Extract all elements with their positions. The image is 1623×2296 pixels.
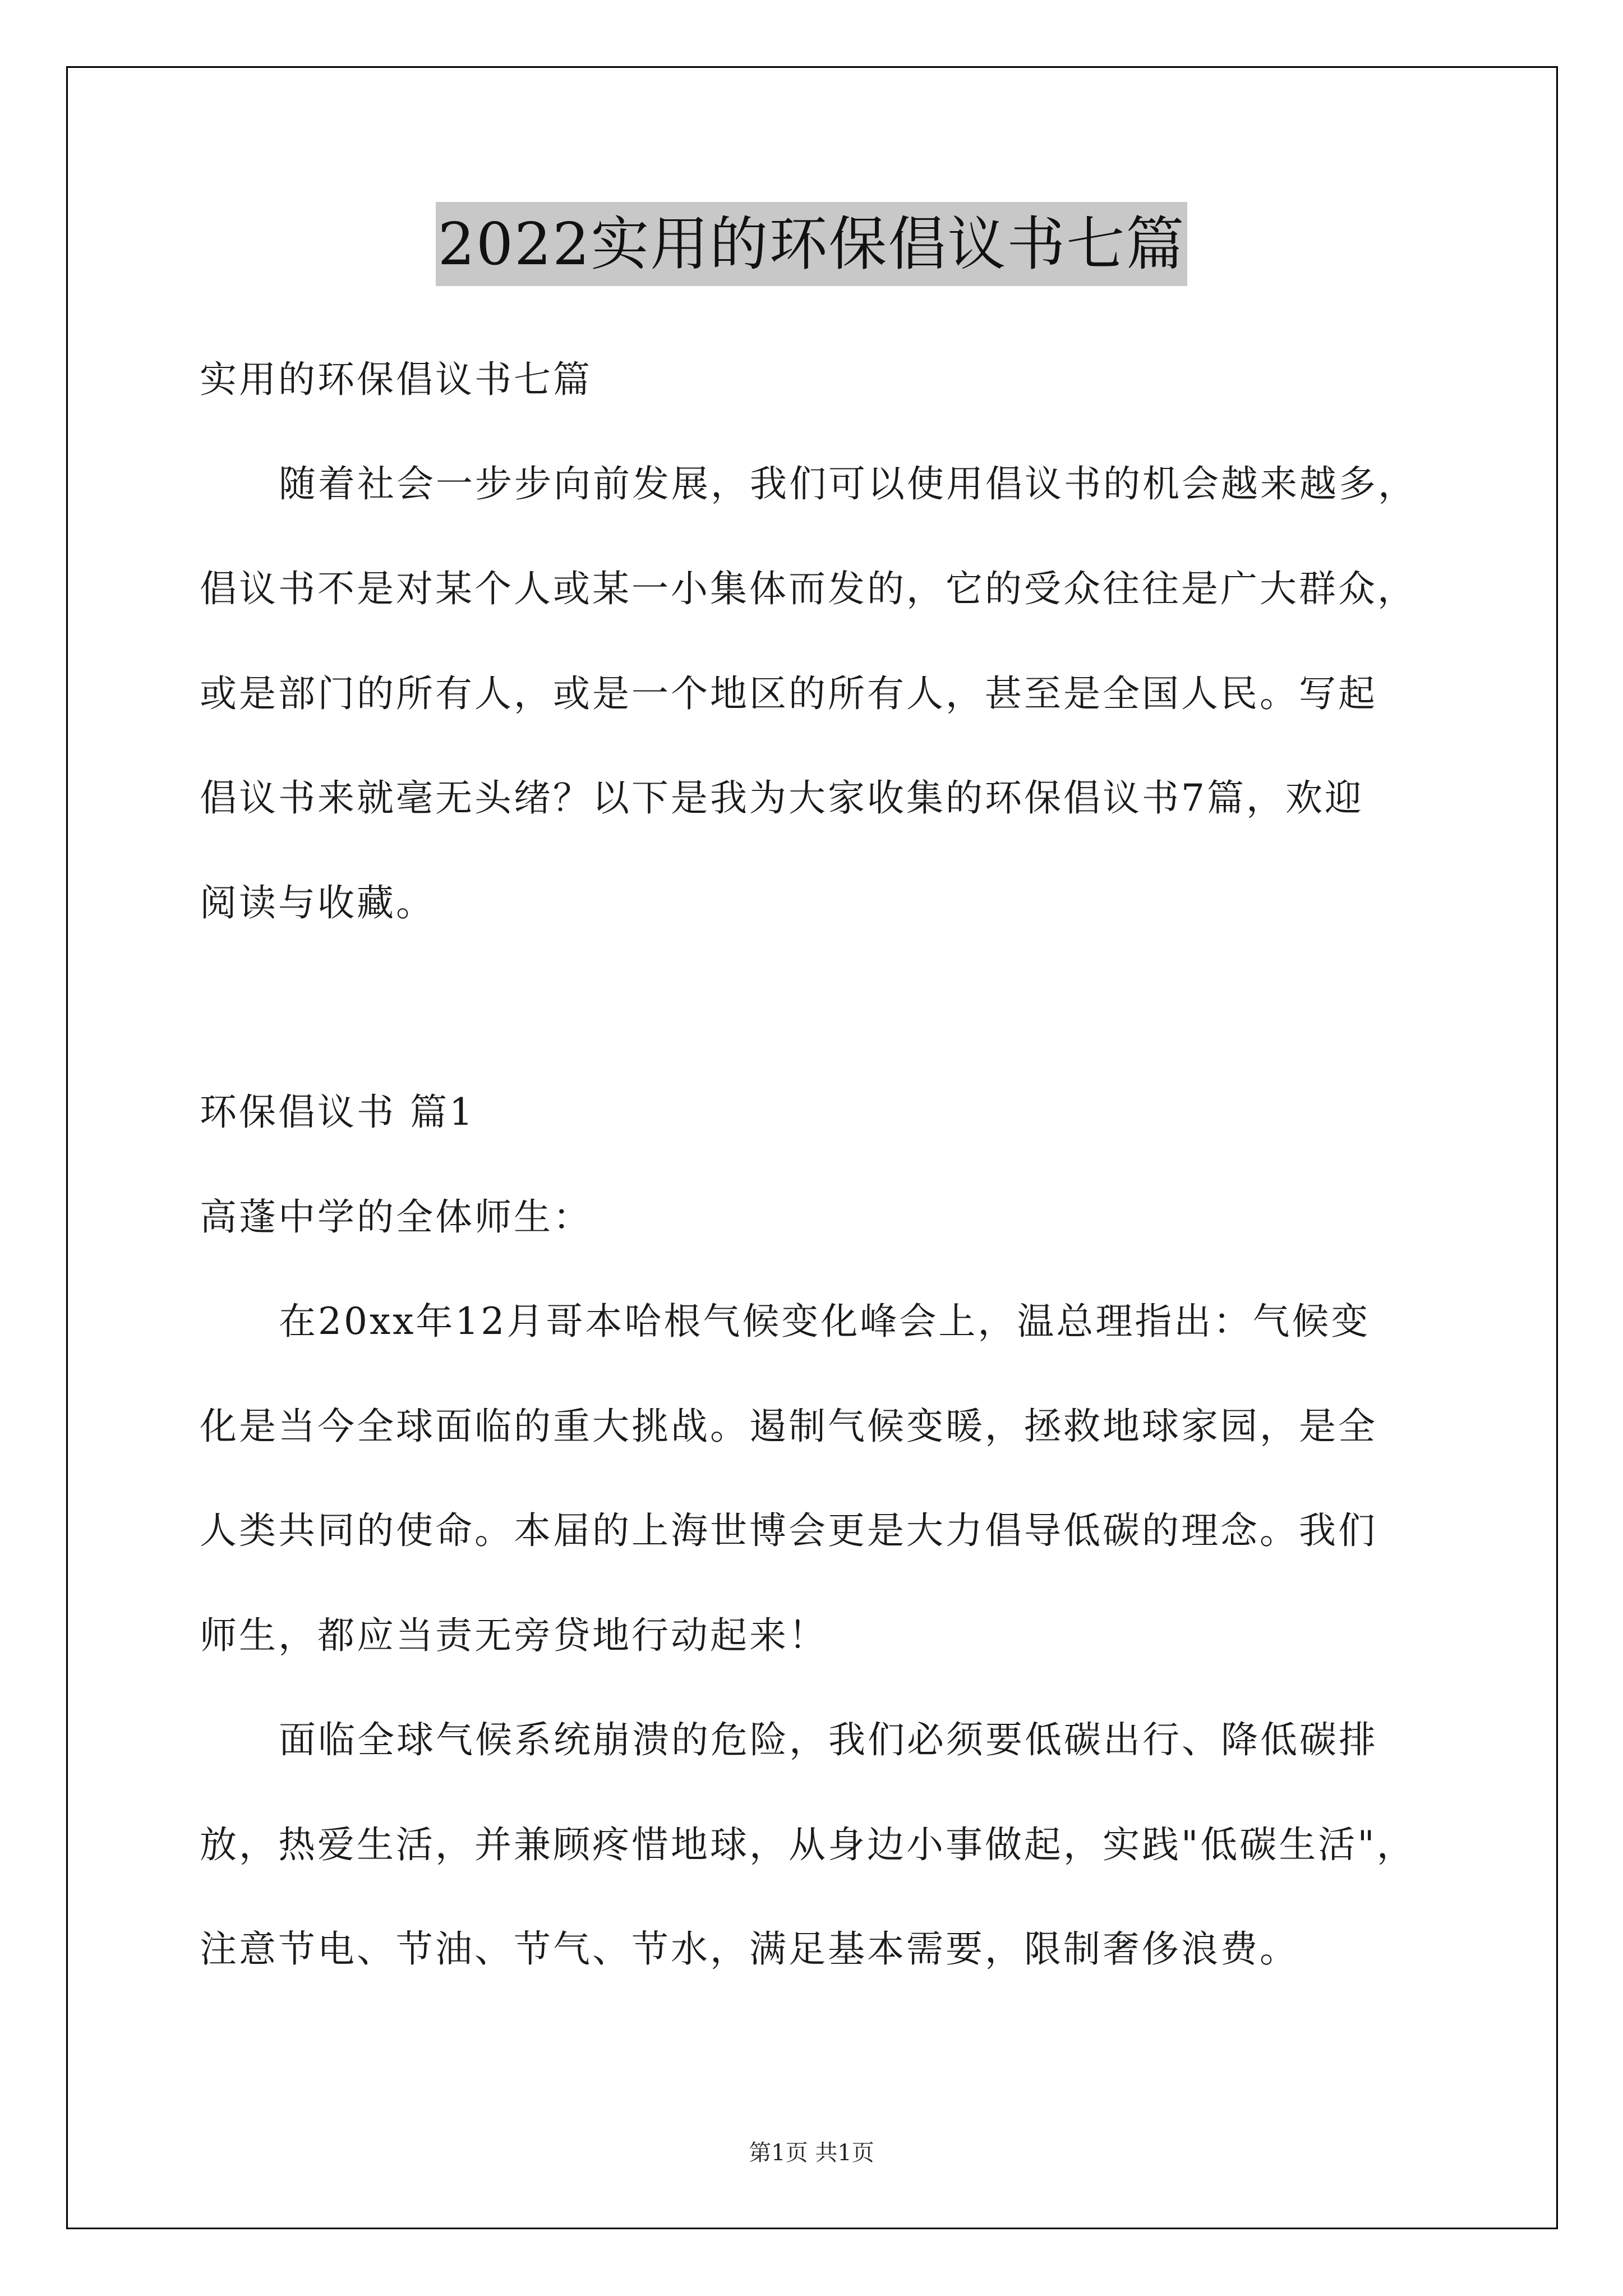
section-heading: 环保倡议书 篇1 [200, 1091, 475, 1134]
paragraph-line: 或是部门的所有人，或是一个地区的所有人，甚至是全国人民。写起 [200, 672, 1377, 715]
paragraph-line: 在20xx年12月哥本哈根气候变化峰会上，温总理指出：气候变 [279, 1300, 1371, 1343]
paragraph-line: 倡议书来就毫无头绪？以下是我为大家收集的环保倡议书7篇，欢迎 [200, 776, 1364, 820]
paragraph-line: 随着社会一步步向前发展，我们可以使用倡议书的机会越来越多， [279, 462, 1417, 505]
page-footer: 第1页 共1页 [749, 2140, 874, 2166]
paragraph-line: 放，热爱生活，并兼顾疼惜地球，从身边小事做起，实践"低碳生活"， [200, 1823, 1416, 1866]
paragraph-line: 人类共同的使命。本届的上海世博会更是大力倡导低碳的理念。我们 [200, 1509, 1377, 1552]
paragraph-line: 师生，都应当责无旁贷地行动起来！ [200, 1614, 828, 1657]
salutation: 高蓬中学的全体师生： [200, 1195, 592, 1239]
document-title: 2022实用的环保倡议书七篇 [436, 202, 1188, 286]
paragraph-line: 面临全球气候系统崩溃的危险，我们必须要低碳出行、降低碳排 [279, 1718, 1378, 1761]
subtitle: 实用的环保倡议书七篇 [200, 358, 592, 401]
title-container [0, 202, 1623, 286]
paragraph-line: 注意节电、节油、节气、节水，满足基本需要，限制奢侈浪费。 [200, 1927, 1299, 1971]
paragraph-line: 化是当今全球面临的重大挑战。遏制气候变暖，拯救地球家园，是全 [200, 1405, 1377, 1448]
paragraph-line: 倡议书不是对某个人或某一小集体而发的，它的受众往往是广大群众， [200, 567, 1417, 610]
paragraph-line: 阅读与收藏。 [200, 881, 435, 924]
